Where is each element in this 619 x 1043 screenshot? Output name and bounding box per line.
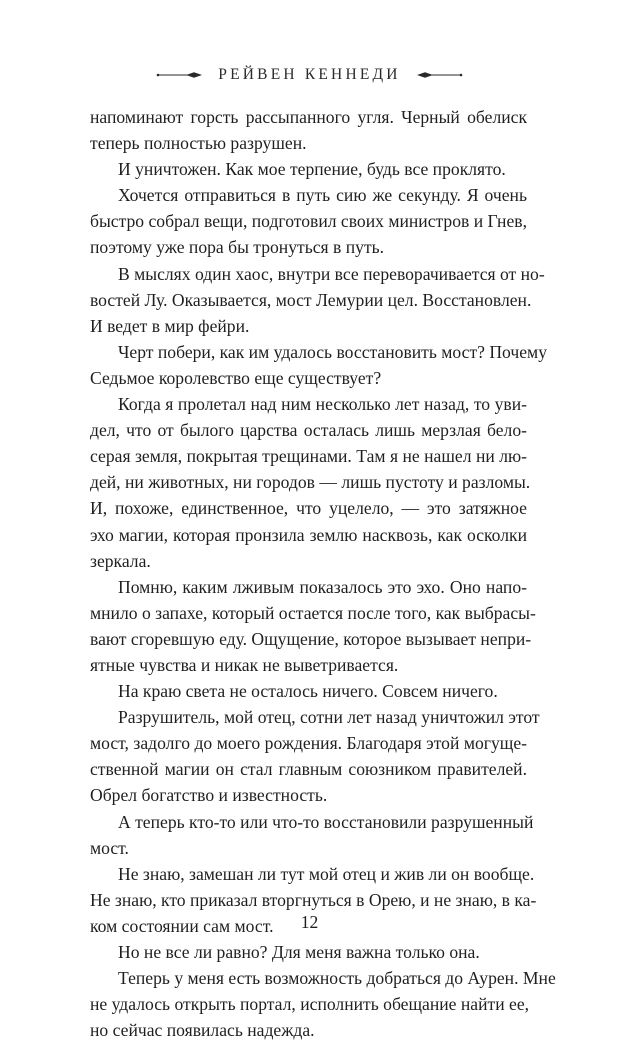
body-text [90, 104, 556, 1043]
paragraph [90, 704, 540, 808]
text-line: зеркала. [90, 550, 151, 571]
running-header [0, 66, 619, 84]
text-line: Когда я пролетал над ним несколько лет назад, то уви- [118, 394, 527, 415]
text-line: Не знаю, кто приказал вторгнуться в Орею, и не знаю, в ка- [90, 889, 537, 910]
paragraph [90, 156, 527, 182]
paragraph [90, 261, 545, 339]
text-line: дей, ни животных, ни городов — лишь пустоту и разломы. [90, 472, 531, 493]
text-line: теперь полностью разрушен. [90, 133, 307, 154]
text-line: Теперь у меня есть возможность добраться до Аурен. Мне [118, 968, 556, 989]
text-line: востей Лу. Оказывается, мост Лемурии цел. Восстановлен. [90, 289, 532, 310]
text-line: вают сгоревшую еду. Ощущение, которое вызывает непри- [90, 628, 532, 649]
paragraph [90, 339, 547, 391]
text-line: ятные чувства и никак не выветривается. [90, 654, 399, 675]
text-line: но сейчас появилась надежда. [90, 1020, 315, 1041]
paragraph [90, 939, 527, 965]
paragraph [90, 104, 527, 156]
text-line: не удалось открыть портал, исполнить обещание найти ее, [90, 994, 530, 1015]
right-ornament-icon [415, 70, 463, 80]
text-line: серая земля, покрытая трещинами. Там я не нашел ни лю- [90, 446, 527, 467]
paragraph [90, 391, 531, 574]
text-line: На краю света не осталось ничего. Совсем ничего. [118, 681, 498, 702]
text-line: И ведет в мир фейри. [90, 315, 250, 336]
text-line: Седьмое королевство еще существует? [90, 367, 382, 388]
text-line: поэтому уже пора бы тронуться в путь. [90, 237, 385, 258]
text-line: мост. [90, 837, 129, 858]
paragraph [90, 182, 527, 260]
text-line: ственной магии он стал главным союзником правителей. [90, 759, 527, 780]
text-line: быстро собрал вещи, подготовил своих министров и Гнев, [90, 211, 527, 232]
text-line: Обрел богатство и известность. [90, 785, 328, 806]
text-line: Разрушитель, мой отец, сотни лет назад уничтожил этот [118, 707, 540, 728]
text-line: эхо магии, которая пронзила землю насквозь, как осколки [90, 524, 527, 545]
running-header-author: РЕЙВЕН КЕННЕДИ [218, 66, 401, 83]
text-line: В мыслях один хаос, внутри все переворачивается от но- [118, 263, 545, 284]
text-line: мнило о запахе, который остается после того, как выбрасы- [90, 602, 536, 623]
text-line: Не знаю, замешан ли тут мой отец и жив ли он вообще. [118, 863, 535, 884]
text-line: напоминают горсть рассыпанного угля. Черный обелиск [90, 107, 527, 127]
page-number: 12 [300, 912, 319, 932]
left-ornament-icon [156, 70, 204, 80]
text-line: И уничтожен. Как мое терпение, будь все проклято. [118, 159, 506, 180]
text-line: Черт побери, как им удалось восстановить мост? Почему [118, 341, 547, 362]
text-line: мост, задолго до моего рождения. Благодаря этой могуще- [90, 733, 527, 754]
text-line: дел, что от былого царства осталась лишь мерзлая бело- [90, 420, 527, 441]
paragraph [90, 809, 534, 861]
paragraph [90, 965, 556, 1043]
paragraph [90, 574, 536, 678]
text-line: Хочется отправиться в путь сию же секунду. Я очень [118, 185, 527, 206]
text-line: А теперь кто-то или что-то восстановили разрушенный [118, 811, 534, 832]
text-line: ком состоянии сам мост. [90, 915, 274, 936]
text-line: Но не все ли равно? Для меня важна только она. [118, 942, 480, 962]
text-line: Помню, каким лживым показалось это эхо. Оно напо- [118, 576, 527, 597]
paragraph [90, 678, 527, 704]
text-line: И, похоже, единственное, что уцелело, — это затяжное [90, 498, 527, 519]
